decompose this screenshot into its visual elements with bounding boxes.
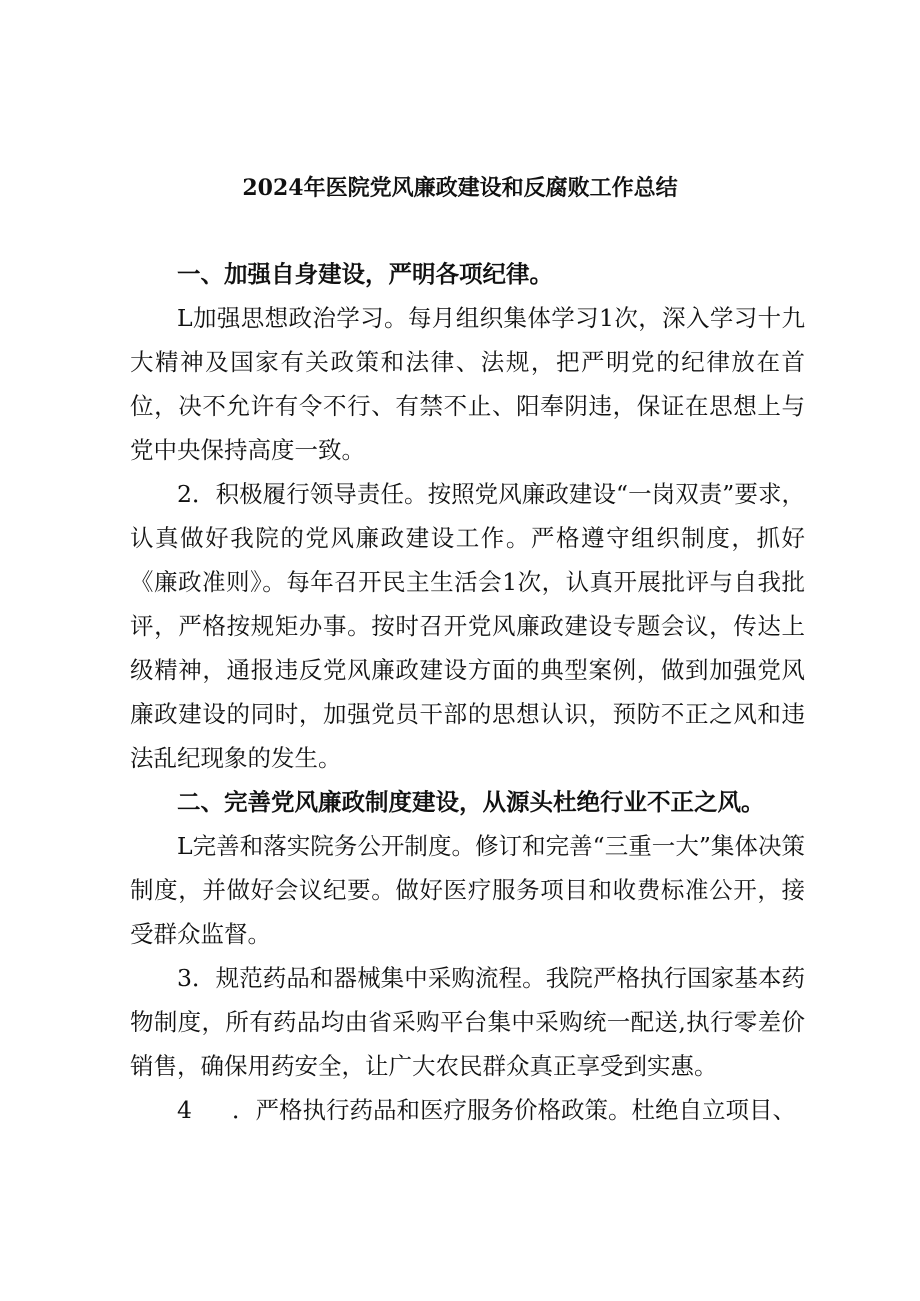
document-title: 2024年医院党风廉政建设和反腐败工作总结 <box>242 175 678 201</box>
section-1-paragraph-2: 2．积极履行领导责任。按照党风廉政建设“一岗双责”要求，认真做好我院的党风廉政建设工作。严格遵守组织制度，抓好《廉政准则》。每年召开民主生活会1次，认真开展批评与自我批评，严格按规矩办事。按时召开党风廉政建设专题会议，传达上级精神，通报违反党风廉政建设方面的典型案例，做到加强党风廉政建设的同时，加强党员干部的思想认识，预防不正之风和违法乱纪现象的发生。 <box>130 480 805 772</box>
section-2-paragraph-1: L完善和落实院务公开制度。修订和完善“三重一大”集体决策制度，并做好会议纪要。做好医疗服务项目和收费标准公开，接受群众监督。 <box>130 832 805 948</box>
section-2-paragraph-3-number: 4 <box>177 1096 192 1124</box>
section-2-paragraph-3-text: ．严格执行药品和医疗服务价格政策。杜绝自立项目、 <box>231 1096 796 1124</box>
section-1-heading: 一、加强自身建设，严明各项纪律。 <box>177 260 553 288</box>
document-body <box>130 252 805 1132</box>
section-2-paragraph-3 <box>130 1088 805 1132</box>
section-2-paragraph-2: 3．规范药品和器械集中采购流程。我院严格执行国家基本药物制度，所有药品均由省采购平台集中采购统一配送,执行零差价销售，确保用药安全，让广大农民群众真正享受到实惠。 <box>130 964 805 1080</box>
section-2-heading: 二、完善党风廉政制度建设，从源头杜绝行业不正之风。 <box>177 788 765 816</box>
section-1-paragraph-1: L加强思想政治学习。每月组织集体学习1次，深入学习十九大精神及国家有关政策和法律、法规，把严明党的纪律放在首位，决不允许有令不行、有禁不止、阳奉阴违，保证在思想上与党中央保持高度一致。 <box>130 304 805 464</box>
